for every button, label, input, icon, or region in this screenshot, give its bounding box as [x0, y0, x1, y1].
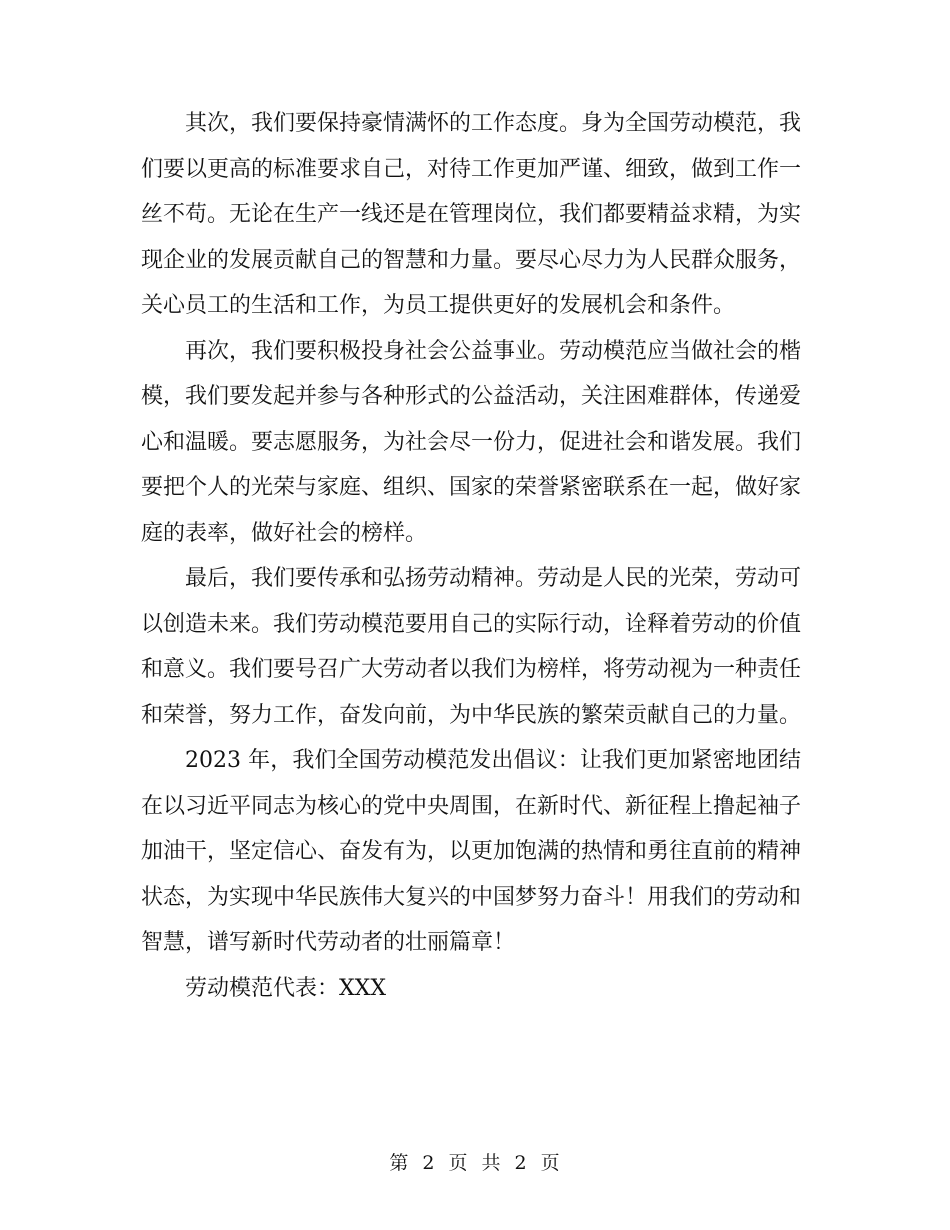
- page-number-footer: 第 2 页 共 2 页: [389, 1152, 561, 1174]
- signature-line: 劳动模范代表：XXX: [185, 975, 386, 1001]
- paragraph-thirdly: 再次，我们要积极投身社会公益事业。劳动模范应当做社会的楷模，我们要发起并参与各种形式的公益活动，关注困难群体，传递爱心和温暖。要志愿服务，为社会尽一份力，促进社会和谐发展。我们要把个人的光荣与家庭、组织、国家的荣誉紧密联系在一起，做好家庭的表率，做好社会的榜样。: [141, 338, 802, 546]
- paragraph-finally: 最后，我们要传承和弘扬劳动精神。劳动是人民的光荣，劳动可以创造未来。我们劳动模范要用自己的实际行动，诠释着劳动的价值和意义。我们要号召广大劳动者以我们为榜样，将劳动视为一种责任和荣誉，努力工作，奋发向前，为中华民族的繁荣贡献自己的力量。: [141, 566, 802, 728]
- document-body: [141, 101, 801, 1011]
- paragraph-secondly: 其次，我们要保持豪情满怀的工作态度。身为全国劳动模范，我们要以更高的标准要求自己，对待工作更加严谨、细致，做到工作一丝不苟。无论在生产一线还是在管理岗位，我们都要精益求精，为实现企业的发展贡献自己的智慧和力量。要尽心尽力为人民群众服务，关心员工的生活和工作，为员工提供更好的发展机会和条件。: [141, 111, 802, 318]
- paragraph-initiative: 2023 年，我们全国劳动模范发出倡议：让我们更加紧密地团结在以习近平同志为核心的党中央周围，在新时代、新征程上撸起袖子加油干，坚定信心、奋发有为，以更加饱满的热情和勇往直前的精神状态，为实现中华民族伟大复兴的中国梦努力奋斗！用我们的劳动和智慧，谱写新时代劳动者的壮丽篇章！: [141, 748, 802, 955]
